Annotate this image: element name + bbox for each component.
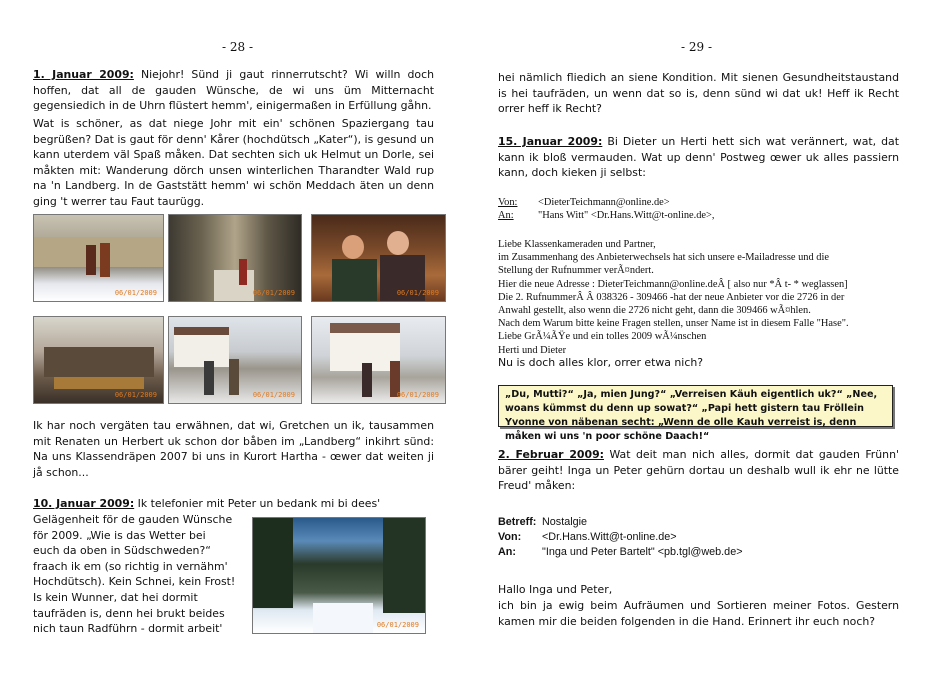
email-from-value: <Dr.Hans.Witt@t-online.de> bbox=[542, 531, 677, 543]
email-line: im Zusammenhang des Anbieterwechsels hat sich unsere e-Mailadresse und die bbox=[498, 252, 829, 264]
entry-jan-10 bbox=[33, 496, 434, 512]
email-subject-label: Betreff: bbox=[498, 516, 537, 528]
photo-date-stamp: 06/01/2009 bbox=[376, 621, 419, 629]
email-line: Die 2. RufnummerÂ Â 038326 - 309466 -hat der neue Anbieter vor die 2726 in der bbox=[498, 291, 845, 303]
entry-text: Wat deit man nich alles, dormit dat gauden Frünn' bärer geiht! Inga un Peter gehürn dortau un deshalb wull ik ehr ne lütte Freud' måken: bbox=[498, 448, 899, 493]
text-line: Gelägenheit för de gauden Wünsche bbox=[33, 513, 233, 526]
photo-street-walk bbox=[33, 214, 164, 302]
entry-date: 2. Februar 2009: bbox=[498, 448, 604, 461]
email-header-nostalgie bbox=[498, 515, 908, 560]
page-number-left: - 28 - bbox=[222, 40, 254, 54]
email-body-nostalgie: ich bin ja ewig beim Aufräumen und Sortieren meiner Fotos. Gestern kamen mir die beiden folgenden in die Hand. Erinnert ihr euch noch? bbox=[498, 599, 899, 628]
text-line: Is kein Wunner, dat hei dormit bbox=[33, 590, 198, 604]
email-to-label: An: bbox=[498, 546, 516, 558]
email-line: Liebe GrÃ¼ÃŸe und ein tolles 2009 wÃ¼nschen bbox=[498, 331, 707, 343]
entry-text: Niejohr! Sünd ji gaut rinnerrutscht? Wi willn doch hoffen, dat all de gauden Wünsche, de wi uns üm Mitternacht gegensiedich in de Uhrn flüstert hemm', einigermaßen in Erfüllung gåhn. bbox=[33, 68, 434, 113]
entry-date: 10. Januar 2009: bbox=[33, 497, 135, 510]
photo-inn-building bbox=[311, 316, 446, 404]
text-line: för 2009. „Wie is das Wetter bei bbox=[33, 528, 206, 542]
text-line: taufräden is, denn hei brukt beides bbox=[33, 606, 225, 620]
email-line: Nach dem Warum bitte keine Fragen stellen, unser Name ist in diesem Falle "Hase". bbox=[498, 318, 849, 330]
entry-landberg: Ik har noch vergäten tau erwähnen, dat wi, Gretchen un ik, tausammen mit Renaten un Herbert uk schon dor båben im „Landberg“ inkihrt sünd: Na uns Klassendräpen 2007 bi uns in Kurort Hartha - œwer dat weiten ji jå schon... bbox=[33, 419, 434, 479]
right-page bbox=[465, 0, 930, 676]
photo-date-stamp: 06/01/2009 bbox=[252, 289, 295, 297]
email-to-value: "Hans Witt" <Dr.Hans.Witt@t-online.de>, bbox=[538, 210, 715, 222]
joke-box: „Du, Mutti?“ „Ja, mien Jung?“ „Verreisen Käuh eigentlich uk?“ „Nee, woans kümmst du denn up sowat?“ „Papi hett gistern tau Fröllein Yvonne von näbenan secht: „Wenn de olle Kauh verreist is, denn måken wi uns 'n poor schöne Daach!“ bbox=[498, 385, 893, 427]
photo-date-stamp: 06/01/2009 bbox=[252, 391, 295, 399]
email-to-value: "Inga und Peter Bartelt" <pb.tgl@web.de> bbox=[542, 546, 743, 558]
email-from-value: <DieterTeichmann@online.de> bbox=[538, 197, 670, 208]
entry-text: Ik telefonier mit Peter un bedank mi bi dees' bbox=[134, 497, 381, 510]
photo-village-walk bbox=[168, 316, 302, 404]
email-body-dieter bbox=[498, 238, 918, 357]
page-number-right: - 29 - bbox=[681, 40, 713, 54]
email-comment: Nu is doch alles klor, orrer etwa nich? bbox=[498, 356, 703, 369]
entry-text: Bi Dieter un Herti hett sich wat verännert, wat, dat kann ik bloß vermauden. Wat up denn' Postweg œwer uk alles passiern kann, doch kieken ji selbst: bbox=[498, 135, 899, 180]
email-to-label: An: bbox=[498, 210, 514, 222]
photo-date-stamp: 06/01/2009 bbox=[396, 391, 439, 399]
photo-date-stamp: 06/01/2009 bbox=[114, 289, 157, 297]
email-line: Herti und Dieter bbox=[498, 344, 567, 356]
entry-jan-15 bbox=[498, 134, 899, 181]
photo-date-stamp: 06/01/2009 bbox=[114, 391, 157, 399]
photo-restaurant-men bbox=[311, 214, 446, 302]
email-greeting: Hallo Inga und Peter, bbox=[498, 583, 613, 596]
text-line: nich taun Radführn - dormit arbeit' bbox=[33, 622, 223, 636]
text-line: Hochdütsch). Kein Schnei, kein Frost! bbox=[33, 575, 236, 589]
email-from-label: Von: bbox=[498, 197, 518, 208]
email-line: Liebe Klassenkameraden und Partner, bbox=[498, 239, 656, 250]
photo-table-group bbox=[33, 316, 164, 404]
photo-date-stamp: 06/01/2009 bbox=[396, 289, 439, 297]
email-subject-value: Nostalgie bbox=[542, 516, 588, 528]
email-line: Hier die neue Adresse : DieterTeichmann@online.deÂ [ also nur *Â t- * weglassen] bbox=[498, 278, 848, 290]
text-line: euch da oben in Südschweden?“ bbox=[33, 544, 211, 558]
entry-date: 15. Januar 2009: bbox=[498, 135, 603, 148]
text-line: fraach ik em (so richtig in vernähm' bbox=[33, 559, 228, 573]
entry-condition: hei nämlich fliedich an siene Kondition. Mit sienen Gesundheitstaustand is hei taufräden, un wenn dat so is, denn sünd wi dat uk! Heff ik Recht orrer heff ik Recht? bbox=[498, 71, 899, 116]
email-line: Stellung der Rufnummer verÃ¤ndert. bbox=[498, 265, 654, 277]
photo-forest-path bbox=[168, 214, 302, 302]
entry-jan-10-cont bbox=[33, 512, 243, 637]
email-line: Anwahl gestellt, also wenn die 2726 nicht geht, dann die 309466 wÃ¤hlen. bbox=[498, 305, 811, 317]
entry-feb-2 bbox=[498, 447, 899, 494]
email-header-dieter bbox=[498, 196, 908, 222]
entry-date: 1. Januar 2009: bbox=[33, 68, 134, 81]
photo-snowy-forest bbox=[252, 517, 426, 634]
entry-walk: Wat is schöner, as dat niege Johr mit ein' schönen Spaziergang tau begrüßen? Dat is gaut för denn' Kårer (hochdütsch „Kater“), is gesund un kann uterdem väl Spaß måken. Dat sechten sich uk Helmut un Dorle, sei måkten mit: Wanderung dörch unsen winterlichen Tharandter Wald rup na 'n Landberg. In de Gaststätt hemm' wi schön Meddach äten un denn ging 't werrer tau Faut taurügg. bbox=[33, 117, 434, 208]
email-from-label: Von: bbox=[498, 531, 522, 543]
entry-jan-1 bbox=[33, 67, 434, 114]
